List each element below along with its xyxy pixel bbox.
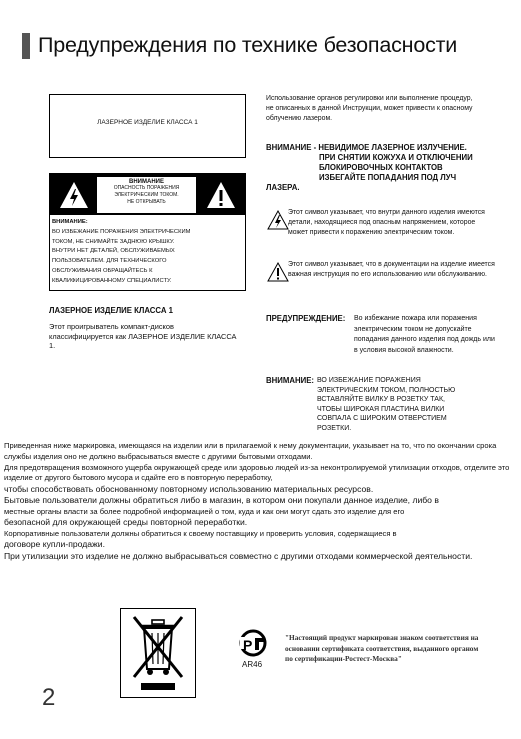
exclamation-triangle-icon — [266, 260, 290, 284]
caution-line: ЭЛЕКТРИЧЕСКИМ ТОКОМ. — [114, 192, 179, 198]
fire-warning — [266, 314, 496, 369]
plug-warning-line: ВСТАВЛЯЙТЕ ВИЛКУ В РОЗЕТКУ ТАК, — [317, 396, 446, 403]
disposal-section — [4, 441, 516, 562]
disposal-paragraph: Бытовые пользователи должны обратиться либо в магазин, в котором они покупали данное изделие, либо в — [4, 495, 439, 506]
caution-body-line: ОБСЛУЖИВАНИЯ ОБРАЩАЙТЕСЬ К — [52, 267, 153, 274]
fire-warning-heading: ПРЕДУПРЕЖДЕНИЕ: — [266, 314, 346, 323]
title-accent-bar — [22, 33, 30, 59]
plug-warning-line: ЧТОБЫ ШИРОКАЯ ПЛАСТИНА ВИЛКИ — [317, 405, 445, 413]
plug-warning — [266, 376, 496, 436]
disposal-paragraph: Приведенная ниже маркировка, имеющаяся на изделии или в прилагаемой к нему документации, указывает на то, что по окончании срока службы изделия оно не должно выбрасываться вместе с другими бытовыми отходами. — [4, 441, 497, 461]
laser-warning-line: ПРИ СНЯТИИ КОЖУХА И ОТКЛЮЧЕНИИ — [319, 153, 473, 162]
svg-text:P: P — [243, 637, 253, 653]
laser-warning-line: БЛОКИРОВОЧНЫХ КОНТАКТОВ — [319, 163, 443, 172]
certification-statement — [285, 633, 521, 665]
certification-line: основании сертификата соответствия, выданного органом — [285, 643, 479, 653]
caution-line: НЕ ОТКРЫВАТЬ — [127, 199, 166, 205]
caution-label-center — [97, 177, 196, 213]
caution-body-line: ПОЛЬЗОВАТЕЛЕМ. ДЛЯ ТЕХНИЧЕСКОГО — [52, 258, 167, 265]
laser-warning-line: ИЗБЕГАЙТЕ ПОПАДАНИЯ ПОД ЛУЧ — [319, 173, 457, 182]
crossed-out-bin-icon — [121, 609, 195, 697]
controls-warning-text: Использование органов регулировки или выполнение процедур, не описанных в данной Инструкции, может привести к опасному облучению лазером. — [266, 95, 473, 122]
lightning-triangle-icon — [59, 180, 89, 210]
exclamation-symbol-explanation — [266, 260, 496, 292]
caution-body-heading: ВНИМАНИЕ: — [52, 219, 88, 225]
plug-warning-line: СОВПАЛА С ШИРОКИМ ОТВЕРСТИЕМ — [317, 415, 447, 422]
laser-class-label — [49, 94, 246, 158]
laser-warning-line: ВНИМАНИЕ - НЕВИДИМОЕ ЛАЗЕРНОЕ ИЗЛУЧЕНИЕ. — [266, 143, 467, 152]
caution-body-line: ТОКОМ, НЕ СНИМАЙТЕ ЗАДНЮЮ КРЫШКУ. — [52, 238, 175, 245]
laser-product-heading: ЛАЗЕРНОЕ ИЗДЕЛИЕ КЛАССА 1 — [49, 306, 173, 315]
disposal-paragraph: При утилизации это изделие не должно выбрасываться совместно с другими отходами коммерческой деятельности. — [4, 550, 473, 561]
disposal-paragraph: договоре купли-продажи. — [4, 539, 105, 550]
caution-heading: ВНИМАНИЕ — [129, 179, 164, 185]
lightning-symbol-explanation — [266, 208, 496, 252]
plug-warning-line: ВО ИЗБЕЖАНИЕ ПОРАЖЕНИЯ — [317, 377, 421, 384]
caution-body-line: КВАЛИФИЦИРОВАННОМУ СПЕЦИАЛИСТУ. — [52, 277, 172, 284]
certification-code: AR46 — [242, 660, 263, 669]
plug-warning-line: РОЗЕТКИ. — [317, 424, 352, 432]
certification-line: по сертификации-Ростест-Москва" — [285, 654, 402, 663]
caution-body — [52, 218, 243, 287]
certification-line: "Настоящий продукт маркирован знаком соответствия на — [285, 633, 479, 642]
caution-body-line: ВНУТРИ НЕТ ДЕТАЛЕЙ, ОБСЛУЖИВАЕМЫХ — [52, 248, 175, 255]
weee-symbol-box — [120, 608, 196, 698]
laser-warning-line: ЛАЗЕРА. — [266, 183, 300, 192]
lightning-symbol-text: Этот символ указывает, что внутри данного изделия имеются детали, находящиеся под опасным напряжением, которое может привести к поражению электрическим током. — [288, 209, 485, 236]
fire-warning-text: Во избежание пожара или поражения электрическим током не допускайте попадания данного изделия под дождь или в условия высокой влажности. — [354, 315, 495, 354]
caution-label — [49, 173, 246, 291]
page-title: Предупреждения по технике безопасности — [38, 33, 458, 57]
exclamation-symbol-text: Этот символ указывает, что в документации на изделие имеется важная инструкция по его использованию или обслуживанию. — [288, 261, 495, 278]
caution-line: ОПАСНОСТЬ ПОРАЖЕНИЯ — [113, 185, 180, 191]
caution-body-line: ВО ИЗБЕЖАНИЕ ПОРАЖЕНИЯ ЭЛЕКТРИЧЕСКИМ — [52, 228, 191, 235]
plug-warning-heading: ВНИМАНИЕ: — [266, 376, 315, 385]
exclamation-triangle-icon — [206, 180, 236, 210]
disposal-paragraph: Корпоративные пользователи должны обратиться к своему поставщику и проверить условия, содержащиеся в — [4, 528, 397, 538]
invisible-laser-warning — [266, 143, 491, 193]
disposal-paragraph: местные органы власти за более подробной информацией о том, куда и как они могут сдать это изделие для его — [4, 506, 405, 516]
page-number: 2 — [42, 684, 56, 711]
lightning-triangle-icon — [266, 208, 290, 232]
disposal-paragraph: чтобы способствовать обоснованному повторному использованию материальных ресурсов. — [4, 484, 374, 495]
disposal-paragraph: Для предотвращения возможного ущерба окружающей среде или здоровью людей из-за неконтролируемой утилизации отходов, отделите это изделие от другого бытового мусора и сдайте его в повторную переработку, — [4, 462, 510, 483]
plug-warning-text — [317, 376, 496, 433]
laser-class-label-text: ЛАЗЕРНОЕ ИЗДЕЛИЕ КЛАССА 1 — [97, 119, 198, 126]
plug-warning-line: ЭЛЕКТРИЧЕСКИМ ТОКОМ, ПОЛНОСТЬЮ — [317, 386, 456, 394]
disposal-paragraph: безопасной для окружающей среды повторной переработки. — [4, 517, 248, 528]
laser-product-text: Этот проигрыватель компакт-дисков классифицируется как ЛАЗЕРНОЕ ИЗДЕЛИЕ КЛАССА 1. — [49, 322, 237, 350]
